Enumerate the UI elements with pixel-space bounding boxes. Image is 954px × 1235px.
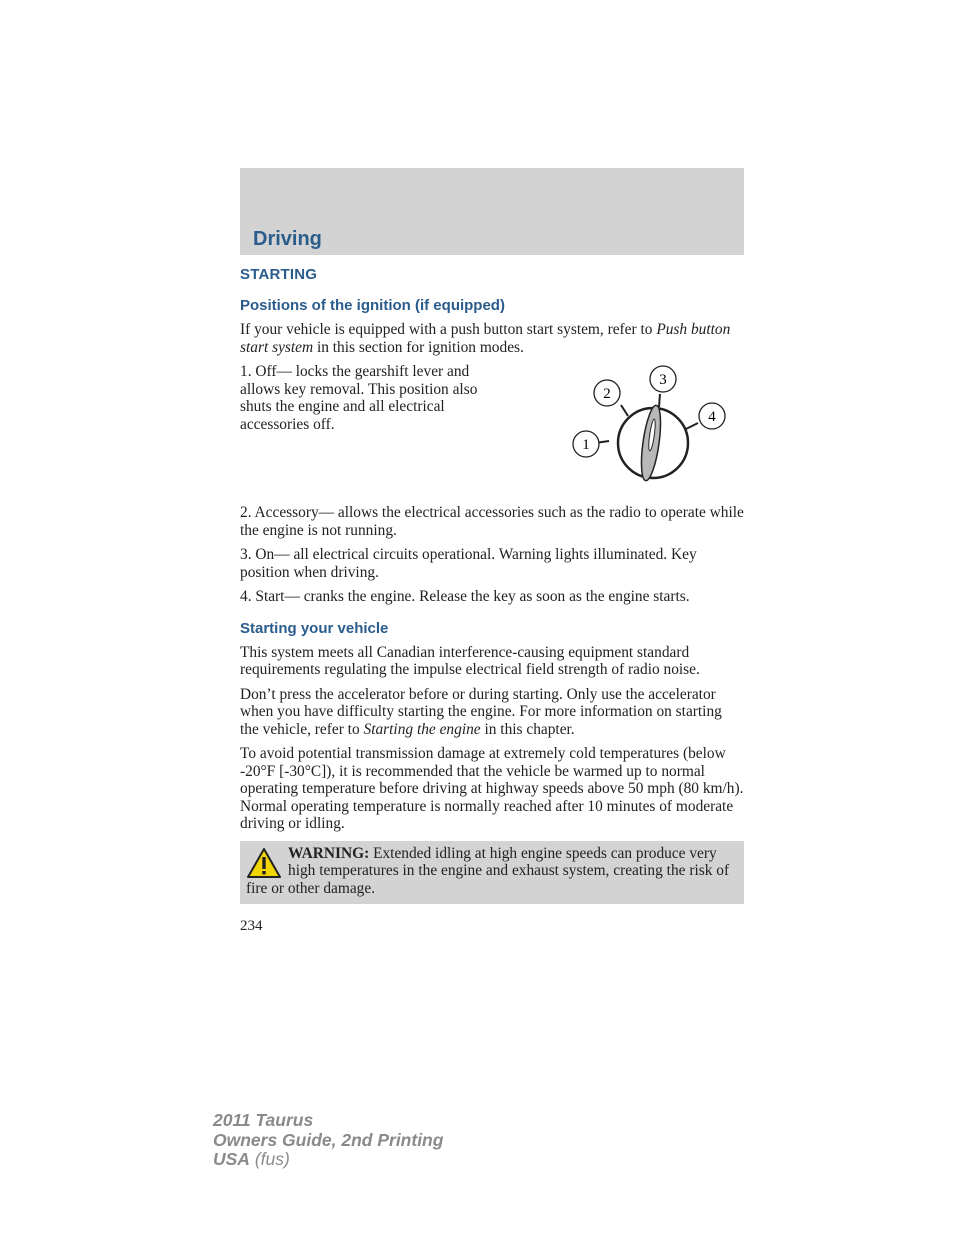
para2-text-b: in this chapter. — [480, 720, 575, 738]
ignition-diagram — [560, 363, 730, 497]
item-start: 4. Start— cranks the engine. Release the key as soon as the engine starts. — [240, 588, 690, 605]
item-accessory: 2. Accessory— allows the electrical accessories such as the radio to operate while the engine is not running. — [240, 504, 744, 539]
intro-link-text: Push button start system — [240, 321, 731, 356]
warning-text — [246, 845, 738, 898]
page-content — [240, 266, 744, 935]
footer-code: (fus) — [249, 1149, 290, 1169]
para-accelerator — [240, 686, 744, 739]
chapter-header-band — [240, 168, 744, 255]
footer-region: USA — [213, 1149, 250, 1169]
footer-line-3 — [213, 1150, 443, 1170]
intro-text-b: in this section for ignition modes. — [313, 338, 524, 356]
tick-3 — [659, 394, 660, 407]
footer — [213, 1111, 443, 1170]
item-off: 1. Off— locks the gearshift lever and allows key removal. This position also shuts the engine and all electrical accessories off. — [240, 363, 478, 433]
ignition-diagram-svg — [560, 363, 730, 497]
chapter-title: Driving — [253, 228, 322, 250]
footer-line-2: Owners Guide, 2nd Printing — [213, 1129, 444, 1150]
para-interference: This system meets all Canadian interference-causing equipment standard requirements regulating the impulse electrical field strength of radio noise. — [240, 643, 700, 678]
footer-line-1: 2011 Taurus — [213, 1110, 314, 1130]
para2-link-text: Starting the engine — [363, 720, 481, 738]
label-3: 3 — [659, 372, 667, 388]
intro-paragraph — [240, 321, 744, 356]
item-on: 3. On— all electrical circuits operational. Warning lights illuminated. Key position when driving. — [240, 546, 697, 581]
intro-text-a: If your vehicle is equipped with a push button start system, refer to — [240, 321, 657, 338]
warning-body: Extended idling at high engine speeds can produce very high temperatures in the engine and exhaust system, creating the risk of fire or other damage. — [246, 844, 730, 897]
label-2: 2 — [603, 386, 611, 402]
section-title: STARTING — [240, 266, 318, 283]
warning-triangle-icon — [246, 847, 282, 879]
page-number: 234 — [240, 918, 263, 934]
warning-box — [240, 841, 744, 905]
para-cold-temperature: To avoid potential transmission damage at extremely cold temperatures (below -20°F [-30°C]), it is recommended that the vehicle be warmed up to normal operating temperature before driving at highway speeds above 50 mph (80 km/h). Normal operating temperature is normally reached after 10 minutes of moderate driving or idling. — [240, 745, 744, 832]
para2-text-a: Don’t press the accelerator before or during starting. Only use the accelerator when you have difficulty starting the engine. For more information on starting the vehicle, refer to — [240, 685, 722, 738]
tick-4 — [686, 423, 698, 429]
tick-2 — [621, 405, 628, 416]
subsection-ignition-title: Positions of the ignition (if equipped) — [240, 297, 505, 314]
ignition-row — [240, 363, 744, 497]
subsection-starting-title: Starting your vehicle — [240, 619, 389, 637]
label-1: 1 — [582, 437, 590, 453]
label-4: 4 — [708, 409, 716, 425]
warning-label: WARNING: — [288, 844, 370, 862]
